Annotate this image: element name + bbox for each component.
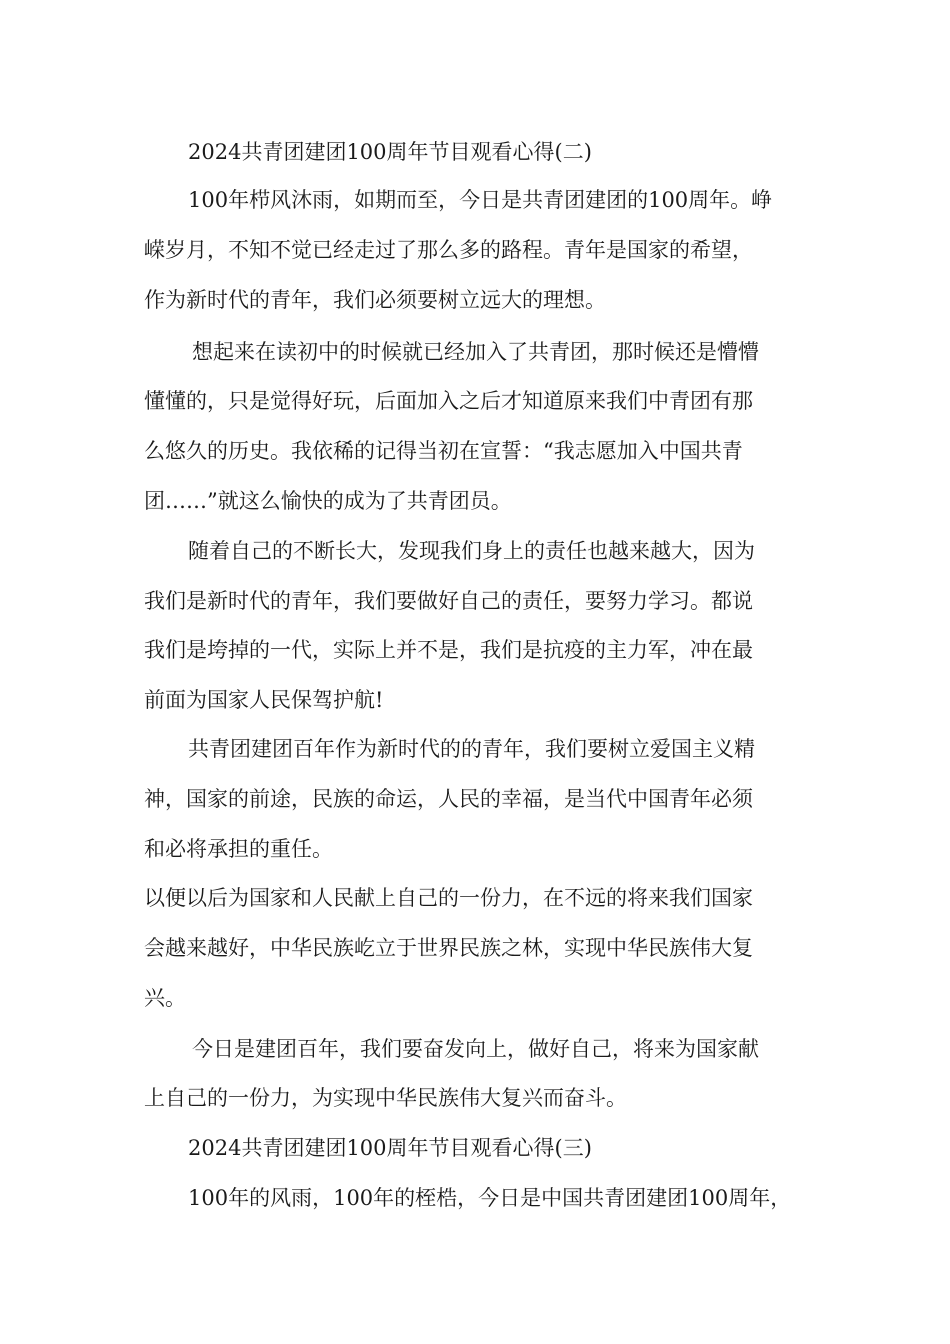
paragraph-line: 和必将承担的重任。 bbox=[144, 837, 333, 861]
paragraph-line: 神，国家的前途，民族的命运，人民的幸福，是当代中国青年必须 bbox=[144, 787, 753, 811]
paragraph-line: 团……”就这么愉快的成为了共青团员。 bbox=[144, 489, 512, 513]
paragraph-line: 100年栉风沐雨，如期而至，今日是共青团建团的100周年。峥 bbox=[188, 188, 773, 212]
section-heading-2: 2024共青团建团100周年节目观看心得(二) bbox=[188, 140, 592, 164]
paragraph-line: 以便以后为国家和人民献上自己的一份力，在不远的将来我们国家 bbox=[144, 886, 753, 910]
paragraph-line: 么悠久的历史。我依稀的记得当初在宣誓：“我志愿加入中国共青 bbox=[144, 439, 743, 463]
paragraph-line: 想起来在读初中的时候就已经加入了共青团，那时候还是懵懵 bbox=[192, 340, 759, 364]
paragraph-line: 兴。 bbox=[144, 986, 186, 1010]
paragraph-line: 嵘岁月，不知不觉已经走过了那么多的路程。青年是国家的希望， bbox=[144, 238, 753, 262]
paragraph-line: 100年的风雨，100年的桎梏，今日是中国共青团建团100周年， bbox=[188, 1186, 792, 1210]
paragraph-line: 共青团建团百年作为新时代的的青年，我们要树立爱国主义精 bbox=[188, 737, 755, 761]
paragraph-line: 前面为国家人民保驾护航! bbox=[144, 688, 384, 712]
paragraph-line: 今日是建团百年，我们要奋发向上，做好自己，将来为国家献 bbox=[192, 1037, 759, 1061]
paragraph-line: 会越来越好，中华民族屹立于世界民族之林，实现中华民族伟大复 bbox=[144, 936, 753, 960]
paragraph-line: 我们是新时代的青年，我们要做好自己的责任，要努力学习。都说 bbox=[144, 589, 753, 613]
paragraph-line: 懂懂的，只是觉得好玩，后面加入之后才知道原来我们中青团有那 bbox=[144, 389, 753, 413]
section-heading-3: 2024共青团建团100周年节目观看心得(三) bbox=[188, 1136, 592, 1160]
paragraph-line: 我们是垮掉的一代，实际上并不是，我们是抗疫的主力军，冲在最 bbox=[144, 638, 753, 662]
paragraph-line: 随着自己的不断长大，发现我们身上的责任也越来越大，因为 bbox=[188, 539, 755, 563]
paragraph-line: 作为新时代的青年，我们必须要树立远大的理想。 bbox=[144, 288, 606, 312]
paragraph-line: 上自己的一份力，为实现中华民族伟大复兴而奋斗。 bbox=[144, 1086, 627, 1110]
